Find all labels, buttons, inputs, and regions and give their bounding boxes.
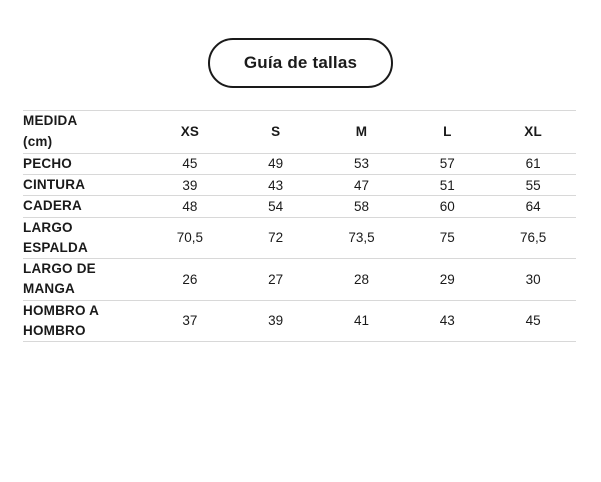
measure-header-line2: (cm)	[23, 133, 53, 149]
cell-pecho-s: 49	[233, 153, 319, 174]
size-header-xs: XS	[147, 111, 233, 154]
measure-header-line1: MEDIDA	[23, 113, 78, 128]
cell-cintura-l: 51	[404, 175, 490, 196]
cell-largo-de-manga-s: 27	[233, 259, 319, 301]
row-label-line2: MANGA	[23, 281, 75, 297]
cell-cadera-m: 58	[319, 196, 405, 217]
row-label-largo-espalda	[23, 217, 147, 259]
row-label-line1: HOMBRO A	[23, 302, 100, 318]
cell-largo-espalda-s: 72	[233, 217, 319, 259]
cell-hombro-a-hombro-l: 43	[404, 300, 490, 342]
table-row	[23, 300, 576, 342]
table-row	[23, 259, 576, 301]
row-label-line1: CINTURA	[23, 177, 86, 193]
cell-pecho-xs: 45	[147, 153, 233, 174]
cell-cadera-xs: 48	[147, 196, 233, 217]
cell-cintura-s: 43	[233, 175, 319, 196]
row-label-cadera	[23, 196, 147, 217]
cell-hombro-a-hombro-m: 41	[319, 300, 405, 342]
row-label-line1: LARGO	[23, 219, 73, 235]
cell-largo-espalda-xs: 70,5	[147, 217, 233, 259]
size-header-s: S	[233, 111, 319, 154]
cell-largo-de-manga-xs: 26	[147, 259, 233, 301]
cell-largo-de-manga-xl: 30	[490, 259, 576, 301]
row-label-line1: PECHO	[23, 155, 73, 171]
size-header-xl: XL	[490, 111, 576, 154]
row-label-line2: ESPALDA	[23, 239, 88, 255]
size-header-m: M	[319, 111, 405, 154]
cell-cadera-s: 54	[233, 196, 319, 217]
cell-hombro-a-hombro-s: 39	[233, 300, 319, 342]
cell-largo-de-manga-l: 29	[404, 259, 490, 301]
cell-hombro-a-hombro-xl: 45	[490, 300, 576, 342]
table-body	[23, 153, 576, 341]
table-row	[23, 153, 576, 174]
cell-largo-de-manga-m: 28	[319, 259, 405, 301]
table-header-row	[23, 111, 576, 154]
cell-cintura-m: 47	[319, 175, 405, 196]
cell-largo-espalda-m: 73,5	[319, 217, 405, 259]
row-label-hombro-a-hombro	[23, 300, 147, 342]
row-label-largo-de-manga	[23, 259, 147, 301]
cell-pecho-m: 53	[319, 153, 405, 174]
page-title: Guía de tallas	[208, 38, 393, 88]
cell-largo-espalda-xl: 76,5	[490, 217, 576, 259]
table-row	[23, 217, 576, 259]
table-row	[23, 196, 576, 217]
row-label-cintura	[23, 175, 147, 196]
table-header	[23, 111, 576, 154]
row-label-pecho	[23, 153, 147, 174]
cell-cintura-xs: 39	[147, 175, 233, 196]
cell-cadera-l: 60	[404, 196, 490, 217]
measure-header	[23, 111, 147, 154]
cell-pecho-l: 57	[404, 153, 490, 174]
cell-hombro-a-hombro-xs: 37	[147, 300, 233, 342]
row-label-line2: HOMBRO	[23, 322, 86, 338]
table-row	[23, 175, 576, 196]
row-label-line1: CADERA	[23, 198, 82, 214]
row-label-line1: LARGO DE	[23, 261, 96, 277]
size-header-l: L	[404, 111, 490, 154]
cell-largo-espalda-l: 75	[404, 217, 490, 259]
size-guide-table	[23, 110, 576, 342]
title-container	[0, 0, 601, 88]
cell-pecho-xl: 61	[490, 153, 576, 174]
cell-cadera-xl: 64	[490, 196, 576, 217]
cell-cintura-xl: 55	[490, 175, 576, 196]
